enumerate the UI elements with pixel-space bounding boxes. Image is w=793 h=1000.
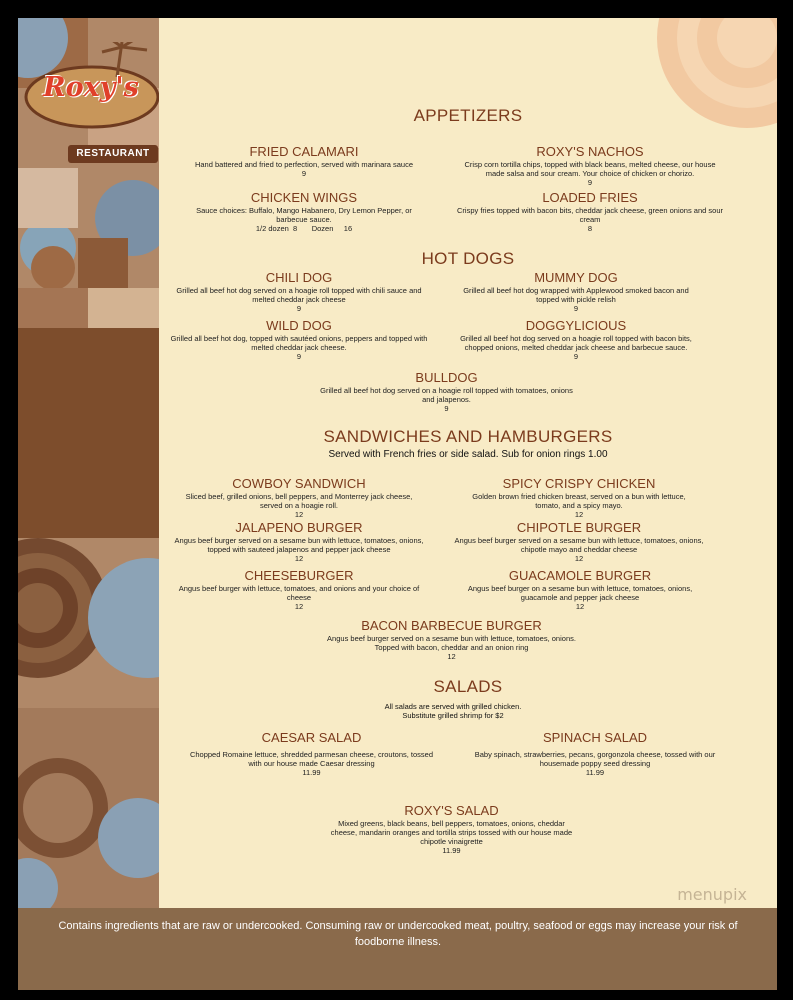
menu-item [324, 618, 579, 661]
item-name: JALAPENO BURGER [235, 520, 363, 535]
item-price: 12 [447, 652, 456, 661]
menu-item [169, 318, 429, 361]
menu-item [189, 144, 419, 178]
item-name: DOGGYLICIOUS [525, 318, 627, 333]
footer [18, 908, 777, 990]
item-price: 8 [587, 224, 593, 233]
menu-item [174, 476, 424, 519]
section-title-sandwiches: SANDWICHES AND HAMBURGERS [323, 427, 613, 446]
item-name: CHILI DOG [265, 270, 333, 285]
item-price: 9 [301, 169, 307, 178]
section-title-appetizers: APPETIZERS [413, 106, 523, 125]
item-name: CHIPOTLE BURGER [516, 520, 642, 535]
footer-warning: Contains ingredients that are raw or undercooked. Consuming raw or undercooked meat, poultry, seafood or eggs may increase your risk of foodborne illness. [58, 920, 738, 948]
item-name: SPINACH SALAD [542, 730, 648, 745]
item-price: 9 [587, 178, 593, 187]
menu-item [455, 568, 705, 611]
item-description: Grilled all beef hot dog wrapped with Applewood smoked bacon and topped with pickle relish [463, 286, 689, 304]
item-description: Angus beef burger served on a sesame bun with lettuce, tomatoes, onions, topped with sauteed jalapenos and pepper jack cheese [174, 536, 424, 554]
menu-item [459, 476, 699, 519]
item-price: 12 [294, 510, 304, 519]
item-name: BACON BARBECUE BURGER [361, 618, 542, 633]
item-price: 12 [294, 554, 304, 563]
logo-text: Roxy's [43, 72, 139, 103]
item-price: 9 [444, 404, 449, 413]
item-name: ROXY'S SALAD [404, 803, 499, 818]
item-price: 9 [573, 352, 579, 361]
item-price: 12 [574, 554, 584, 563]
menu-item [447, 318, 705, 361]
item-description: Grilled all beef hot dog, topped with sautéed onions, peppers and topped with melted cheddar jack cheese. [170, 334, 428, 352]
menu-item [169, 520, 429, 563]
item-description: Grilled all beef hot dog served on a hoagie roll topped with tomatoes, onions and jalapenos. [320, 386, 573, 404]
section-title-hot-dogs: HOT DOGS [421, 249, 515, 268]
item-name: CHICKEN WINGS [250, 190, 358, 205]
item-description: Chopped Romaine lettuce, shredded parmesan cheese, croutons, tossed with our house made Caesar dressing [189, 750, 434, 768]
item-price: 11.99 [302, 768, 321, 777]
item-price: 9 [573, 304, 579, 313]
item-description: Angus beef burger with lettuce, tomatoes, and onions and your choice of cheese [178, 584, 420, 602]
item-name: COWBOY SANDWICH [232, 476, 366, 491]
section-title-salads: SALADS [433, 677, 503, 696]
item-description: Grilled all beef hot dog served on a hoagie roll topped with chili sauce and melted cheddar jack cheese [176, 286, 422, 304]
item-description: Golden brown fried chicken breast, served on a bun with lettuce, tomato, and a spicy mayo. [472, 492, 686, 510]
item-price: 11.99 [442, 846, 461, 855]
menu-item [445, 520, 713, 563]
section-note: All salads are served with grilled chicken. Substitute grilled shrimp for $2 [384, 702, 522, 720]
item-description: Hand battered and fried to perfection, served with marinara sauce [194, 160, 414, 169]
item-description: Baby spinach, strawberries, pecans, gorgonzola cheese, tossed with our housemade poppy seed dressing [474, 750, 716, 768]
item-description: Angus beef burger on a sesame bun with lettuce, tomatoes, onions, guacamole and pepper jack cheese [467, 584, 693, 602]
menu-item [465, 730, 725, 777]
item-name: ROXY'S NACHOS [536, 144, 644, 159]
menu-content [159, 18, 777, 908]
item-price: 9 [296, 352, 302, 361]
item-name: MUMMY DOG [534, 270, 618, 285]
item-name: WILD DOG [266, 318, 332, 333]
logo [22, 42, 159, 152]
menu-item [184, 730, 439, 777]
item-description: Angus beef burger served on a sesame bun with lettuce, tomatoes, onions. Topped with bacon, cheddar and an onion ring [327, 634, 576, 652]
decorative-panel [18, 18, 159, 908]
item-description: Sauce choices: Buffalo, Mango Habanero, Dry Lemon Pepper, or barbecue sauce. [196, 206, 412, 224]
watermark: menupix [677, 885, 747, 904]
item-price: 12 [294, 602, 304, 611]
item-name: SPICY CRISPY CHICKEN [502, 476, 656, 491]
item-name: GUACAMOLE BURGER [508, 568, 652, 583]
item-description: Mixed greens, black beans, bell peppers, tomatoes, onions, cheddar cheese, mandarin oranges and tortilla strips tossed with our house made chipotle vinaigrette [330, 819, 573, 846]
item-price: 1/2 dozen 8 Dozen 16 [255, 224, 353, 233]
menu-item [169, 568, 429, 611]
menu-item [455, 144, 725, 187]
menu-item [319, 370, 574, 413]
menu-item [455, 190, 725, 233]
item-description: Crispy fries topped with bacon bits, cheddar jack cheese, green onions and sour cream [457, 206, 723, 224]
section-subtitle: Served with French fries or side salad. Sub for onion rings 1.00 [328, 449, 608, 460]
item-price: 12 [574, 510, 584, 519]
menu-item [189, 190, 419, 233]
item-description: Grilled all beef hot dog served on a hoagie roll topped with bacon bits, chopped onions, melted cheddar jack cheese and barbecue sauce. [460, 334, 692, 352]
restaurant-label: RESTAURANT [68, 145, 158, 163]
menu-item [451, 270, 701, 313]
item-price: 12 [575, 602, 585, 611]
item-name: LOADED FRIES [542, 190, 638, 205]
item-name: FRIED CALAMARI [249, 144, 359, 159]
item-name: CAESAR SALAD [261, 730, 362, 745]
item-description: Sliced beef, grilled onions, bell peppers, and Monterrey jack cheese, served on a hoagie roll. [185, 492, 413, 510]
menu-item [324, 803, 579, 855]
item-price: 9 [296, 304, 302, 313]
item-description: Angus beef burger served on a sesame bun with lettuce, tomatoes, onions, chipotle mayo and cheddar cheese [454, 536, 704, 554]
menu-page [18, 18, 777, 990]
item-description: Crisp corn tortilla chips, topped with black beans, melted cheese, our house made salsa and sour cream. Your choice of chicken or chorizo. [464, 160, 716, 178]
item-price: 11.99 [585, 768, 605, 777]
menu-item [169, 270, 429, 313]
item-name: BULLDOG [415, 370, 478, 385]
item-name: CHEESEBURGER [244, 568, 354, 583]
